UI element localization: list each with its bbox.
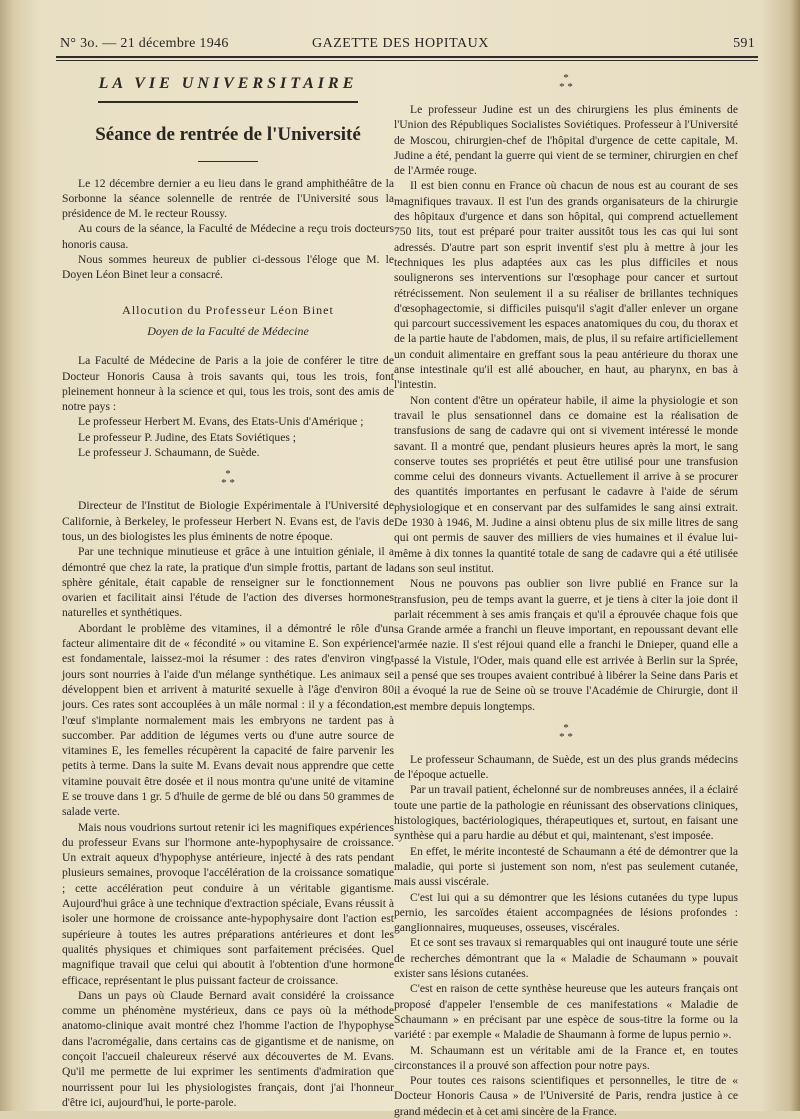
title-rule bbox=[198, 161, 258, 162]
section-rubric: LA VIE UNIVERSITAIRE bbox=[98, 75, 358, 92]
paragraph: Nous sommes heureux de publier ci-dessous l'éloge que M. le Doyen Léon Binet leur a consacré. bbox=[62, 253, 394, 282]
paragraph: Le professeur Schaumann, de Suède, est un des plus grands médecins de l'époque actuelle. bbox=[394, 752, 738, 782]
asterism: * * * bbox=[559, 72, 573, 93]
paragraph: Au cours de la séance, la Faculté de Médecine a reçu trois docteurs honoris causa. bbox=[62, 222, 394, 251]
header-rule bbox=[56, 60, 758, 61]
paragraph: Par une technique minutieuse et grâce à une intuition géniale, il a démontré que chez la rate, la pratique d'un simple frottis, partant de la sphère génitale, était capable de renseigner sur le fonctionnement ovarien et facilitait ainsi l'étude de l'action des diverses hormones naturelles et synthétiques. bbox=[62, 545, 394, 620]
paragraph: Le professeur J. Schaumann, de Suède. bbox=[78, 446, 260, 460]
allocution-heading: Allocution du Professeur Léon Binet bbox=[122, 302, 334, 317]
paragraph: C'est lui qui a su démontrer que les lésions cutanées du type lupus pernio, les sarcoïdes étaient accompagnées de lésions profondes : ganglionnaires, muqueuses, osseuses, viscérales. bbox=[394, 890, 738, 935]
paragraph: Dans un pays où Claude Bernard avait considéré la croissance comme un phénomène mystérieux, dans ce pays où la méthode anatomo-clinique avait montré chez l'homme l'action de l'hypophyse dans l'acromégalie, dans certains cas de gigantisme et de nanisme, on conçoit l'accueil chaleureux réservé aux découvertes de M. Evans. Qu'il me permette de lui exprimer les sentiments d'admiration que nourrissent pour lui les physiologistes français, dont j'ai l'honneur d'être ici, aujourd'hui, le porte-parole. bbox=[62, 988, 394, 1109]
paragraph: En effet, le mérite incontesté de Schaumann a été de démontrer que la maladie, qui porte si justement son nom, n'est pas seulement cutanée, mais aussi viscérale. bbox=[394, 844, 738, 889]
page-number: 591 bbox=[733, 36, 755, 51]
paragraph: Il est bien connu en France où chacun de nous est au courant de ses magnifiques travaux. Il est l'un des grands organisateurs de la chirurgie des hôpitaux d'urgence et dans son hôpital, qui comprend actuellement 750 lits, tout est préparé pour traiter aussitôt tous les cas qui lui sont adressés. D'autre part son esprit inventif s'est plu à mettre à jour les techniques les plus adaptées aux cas les plus difficiles et nous soulignerons ses interventions sur l'œsophage pour cancer et surtout rétrécissement. Non seulement il a su réaliser de brillantes techniques d'œsophagectomie, si difficiles puisqu'il s'agit d'aller enlever un organe qui parcourt successivement les espaces anatomiques du cou, du thorax et de la partie haute de l'abdomen, mais, de plus, il su refaire artificiellement un conduit alimentaire en greffant sous la peau antérieure du thorax une anse intestinale qu'il est allé aboucher, en haut, au pharynx, en bas à l'intestin. bbox=[394, 179, 738, 392]
paragraph: Le 12 décembre dernier a eu lieu dans le grand amphithéâtre de la Sorbonne la séance solennelle de rentrée de l'Université sous la présidence de M. le recteur Roussy. bbox=[62, 176, 394, 221]
paragraph: Mais nous voudrions surtout retenir ici les magnifiques expériences du professeur Evans sur l'hormone ante-hypophysaire de croissance. Un extrait aqueux d'hypophyse antérieure, injecté à des rats pendant plusieurs semaines, provoque l'accélération de la croissance somatique ; cette accélération peut conduire à un véritable gigantisme. Aujourd'hui grâce à une technique d'extraction spéciale, Evans réussit à isoler une hormone de croissance ante-hypophysaire dont l'action est supérieure à toutes les autres préparations antérieures et dont les qualités physiques et chimiques sont parfaitement précisées. Quel magnifique travail que celui qui aboutit à l'obtention d'une hormone efficace, représentant le plus puissant facteur de croissance. bbox=[62, 820, 394, 987]
paragraph: C'est en raison de cette synthèse heureuse que les auteurs français ont proposé d'appeler l'ensemble de ces manifestations « Maladie de Schaumann » en précisant par une espèce de sous-titre la forme ou la variété : par exemple « Maladie de Shaumann à forme de lupus pernio ». bbox=[394, 982, 738, 1042]
paragraph: Par un travail patient, échelonné sur de nombreuses années, il a éclairé toute une partie de la pathologie en réunissant des observations cliniques, histologiques, bactériologiques, thérapeutiques et, surtout, en faisant une synthèse qui a paru hardie au début et qui, maintenant, s'est imposée. bbox=[394, 783, 738, 843]
asterism: * * * bbox=[559, 721, 573, 743]
paragraph: Abordant le problème des vitamines, il a démontré le rôle d'un facteur alimentaire dit de « fécondité » ou vitamine E. Son expérience est fondamentale, laissez-moi la résumer : des rates d'environ vingt jours sont nourries à l'aide d'un mélange synthétique. Les animaux se développent bien et arrivent à maturité sexuelle à l'âge d'environ 80 jours. Ces rates sont accouplées à un mâle normal : il y a fécondation, l'œuf s'implante normalement mais les embryons ne tardent pas à succomber. Par addition de légumes verts ou d'une autre source de vitamines E, les femelles récupèrent la capacité de faire parvenir les petits à terme. Dans la suite M. Evans devait nous apprendre que cette vitamine pouvait être dosée et il nous montra qu'une unité de vitamine E se trouve dans 1 gr. 5 d'huile de germe de blé ou dans 50 grammes de salade verte. bbox=[62, 621, 394, 819]
header-rule bbox=[56, 56, 758, 58]
right-column bbox=[394, 74, 738, 1119]
paragraph: La Faculté de Médecine de Paris a la joie de conférer le titre de Docteur Honoris Causa à trois savants qui, tous les trois, font pleinement honneur à la science et qui, tous les trois, sont des amis de notre pays : bbox=[62, 354, 394, 414]
paragraph: Et ce sont ses travaux si remarquables qui ont inauguré toute une série de recherches démontrant que la « Maladie de Schaumann » pouvait exister sans lésions cutanées. bbox=[394, 936, 738, 981]
paragraph: Nous ne pouvons pas oublier son livre publié en France sur la transfusion, peu de temps avant la guerre, et je tiens à citer la joie dont il parlait récemment à ses amis français et qu'il a éprouvée chaque fois que sa Grande armée a franchi un fleuve important, en repoussant devant elle l'armée nazie. Il s'est réjoui quand elle a franchi le Dnieper, quand elle a passé la Vistule, l'Oder, mais quand elle est arrivée à Berlin sur la Sprée, il a pensé que ses troupes avaient contribué à libérer la Seine dans Paris et il a évoqué la rue de Seine où se trouve l'Académie de Chirurgie, dont il est membre depuis longtemps. bbox=[394, 577, 738, 713]
left-column bbox=[62, 74, 394, 1110]
article-title: Séance de rentrée de l'Université bbox=[95, 124, 361, 146]
paragraph: Le professeur Herbert M. Evans, des Etats-Unis d'Amérique ; bbox=[78, 415, 364, 429]
asterism: * * * bbox=[221, 468, 235, 490]
allocution-subheading: Doyen de la Faculté de Médecine bbox=[147, 323, 309, 338]
paragraph: Le professeur P. Judine, des Etats Soviétiques ; bbox=[78, 430, 296, 444]
issue-date: N° 3o. — 21 décembre 1946 bbox=[60, 36, 229, 51]
rubric-rule bbox=[98, 101, 358, 103]
paragraph: M. Schaumann est un véritable ami de la France et, en toutes circonstances il a prouvé son affection pour notre pays. bbox=[394, 1043, 738, 1072]
paragraph: Directeur de l'Institut de Biologie Expérimentale à l'Université de Californie, à Berkeley, le professeur Herbert N. Evans est, de l'avis de tous, un des biologistes les plus éminents de notre époque. bbox=[62, 499, 394, 543]
paragraph: Le professeur Judine est un des chirurgiens les plus éminents de l'Union des Républiques Socialistes Soviétiques. Professeur à l'Université de Moscou, chirurgien-chef de l'hôpital d'urgence de cette capitale, M. Judine a été, pendant la guerre qui vient de se terminer, chirurgien en chef de l'Armée rouge. bbox=[394, 103, 738, 178]
page-header bbox=[60, 36, 755, 56]
paragraph: Pour toutes ces raisons scientifiques et personnelles, le titre de « Docteur Honoris Causa » de l'Université de Paris, rendra justice à ce grand médecin et à cet ami sincère de la France. bbox=[394, 1074, 738, 1118]
paragraph: Non content d'être un opérateur habile, il aime la physiologie et son travail le plus sensationnel dans ce domaine est la réalisation de transfusions de sang de cadavre qui ont si vivement intéressé le monde savant. Il a montré que, pendant plusieurs heures après la mort, le sang conserve toutes ses propriétés et peut être utilisé pour une transfusion comme celui des donneurs vivants. Actuellement il arrive à se procurer des quantités importantes en perfusant le cadavre à l'aide de sérum physiologique et en conservant par des sulfamides le sang ainsi extrait. De 1930 à 1946, M. Judine a ainsi obtenu plus de six mille litres de sang qui ont permis de sauver des milliers de vies humaines et il évalue lui-même à dix tonnes la quantité totale de sang de cadavre qui a été utilisée dans son seul institut. bbox=[394, 393, 738, 575]
journal-title: GAZETTE DES HOPITAUX bbox=[312, 36, 489, 51]
